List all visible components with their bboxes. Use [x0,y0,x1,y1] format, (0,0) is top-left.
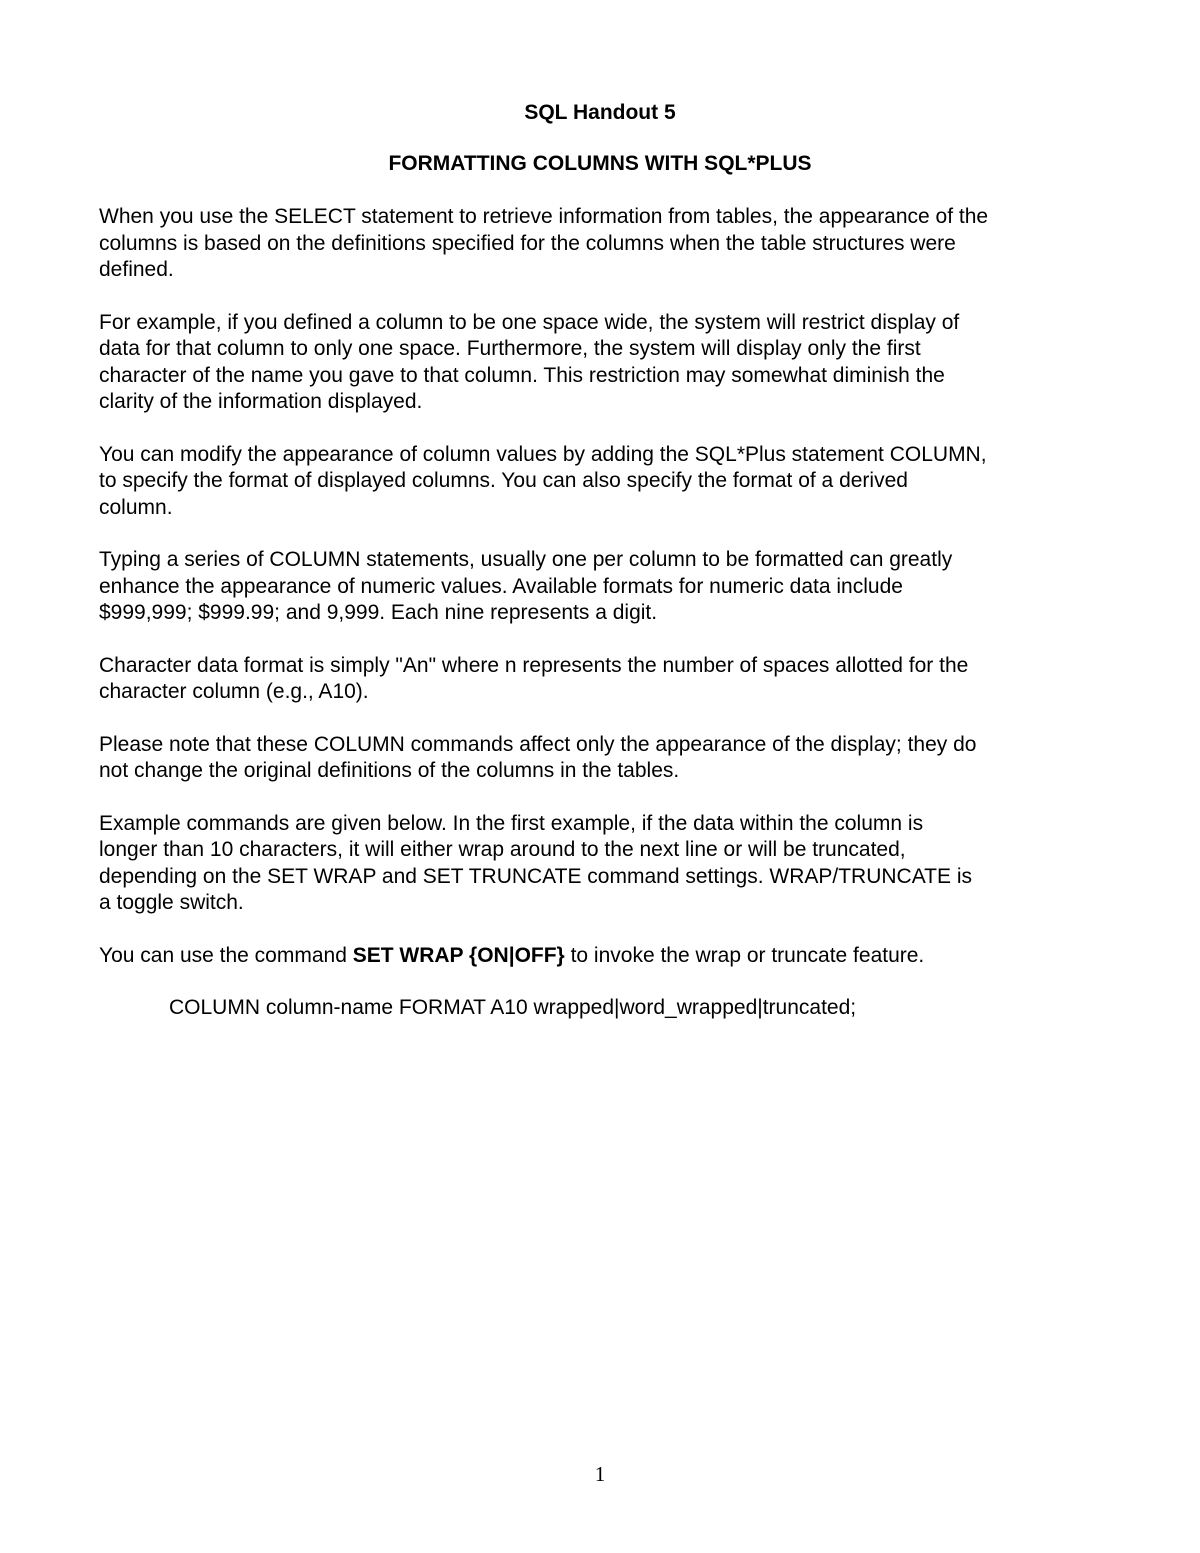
paragraph [99,653,1109,706]
paragraph-line: Example commands are given below. In the first example, if the data within the column is [99,811,924,835]
page-subtitle: FORMATTING COLUMNS WITH SQL*PLUS [388,152,812,175]
paragraph-list [99,204,1109,917]
paragraph-line: to specify the format of displayed columns. You can also specify the format of a derived [99,469,908,492]
paragraph-line: a toggle switch. [99,891,244,914]
wrap-command-bold: SET WRAP {ON|OFF} [352,943,565,967]
paragraph [99,547,1109,627]
paragraph-line: character of the name you gave to that column. This restriction may somewhat diminish the [99,363,945,387]
page-number: 1 [594,1462,606,1486]
wrap-text-after: to invoke the wrap or truncate feature. [564,943,925,967]
wrap-text-before: You can use the command [99,943,353,967]
paragraph-line: depending on the SET WRAP and SET TRUNCATE command settings. WRAP/TRUNCATE is [99,864,972,888]
paragraph-line: Please note that these COLUMN commands affect only the appearance of the display; they do [99,732,977,756]
paragraph-line: Character data format is simply "An" where n represents the number of spaces allotted for the [99,653,969,677]
paragraph-line: When you use the SELECT statement to retrieve information from tables, the appearance of the [99,205,989,228]
paragraph-line: not change the original definitions of the columns in the tables. [99,759,680,782]
wrap-command-paragraph [99,943,1109,970]
wrap-command-line [99,943,1109,970]
paragraph-line: column. [99,495,173,519]
paragraph [99,732,1109,785]
paragraph [99,442,1109,522]
code-example: COLUMN column-name FORMAT A10 wrapped|word_wrapped|truncated; [169,996,857,1019]
paragraph-line: Typing a series of COLUMN statements, usually one per column to be formatted can greatly [99,548,953,571]
paragraph-line: defined. [99,258,174,281]
paragraph [99,310,1109,416]
paragraph [99,204,1109,284]
paragraph-line: columns is based on the definitions specified for the columns when the table structures were [99,231,956,255]
page-title: SQL Handout 5 [524,101,676,124]
paragraph [99,811,1109,917]
paragraph-line: longer than 10 characters, it will either wrap around to the next line or will be truncated, [99,838,906,861]
paragraph-line: $999,999; $999.99; and 9,999. Each nine represents a digit. [99,601,658,624]
paragraph-line: character column (e.g., A10). [99,680,369,703]
paragraph-line: enhance the appearance of numeric values. Available formats for numeric data include [99,574,903,598]
paragraph-line: You can modify the appearance of column values by adding the SQL*Plus statement COLUMN, [99,442,987,466]
paragraph-line: clarity of the information displayed. [99,390,423,413]
paragraph-line: For example, if you defined a column to be one space wide, the system will restrict display of [99,310,960,334]
paragraph-line: data for that column to only one space. Furthermore, the system will display only the first [99,337,921,360]
document-body [99,204,1109,1022]
